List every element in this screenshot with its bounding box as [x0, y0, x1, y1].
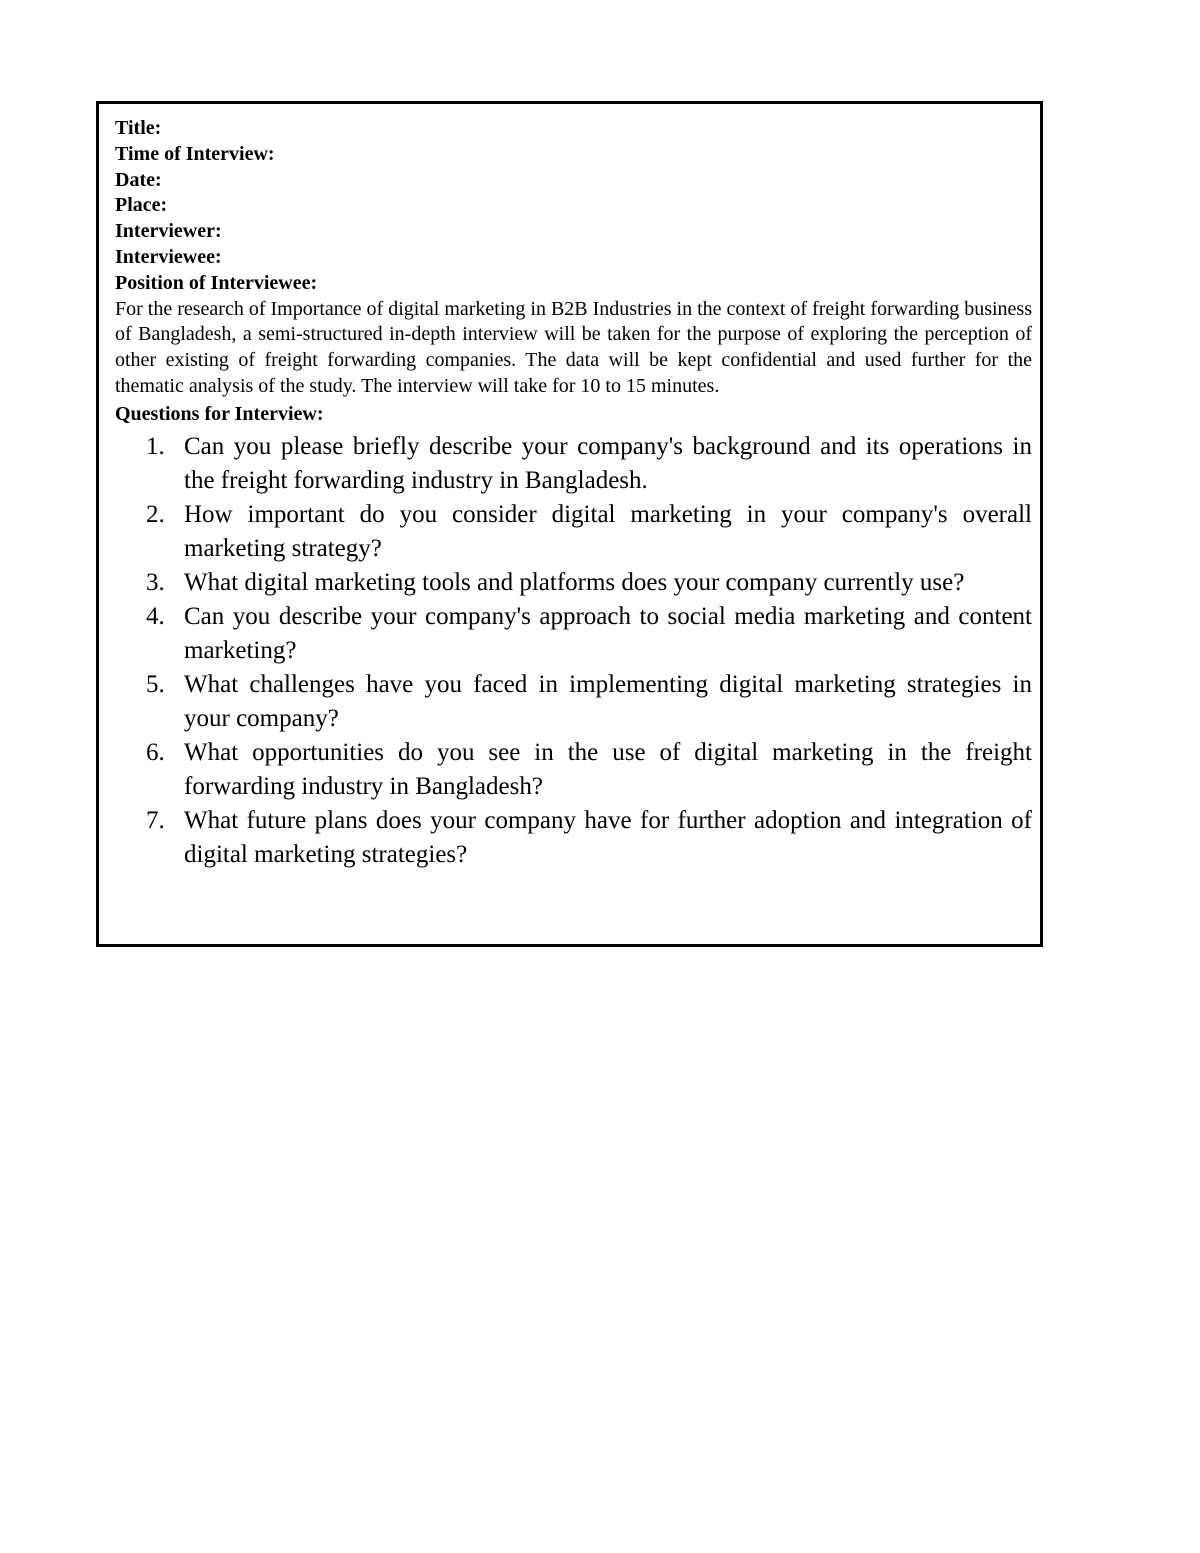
question-text: What future plans does your company have for further adoption and integration of digital marketing strategies?: [184, 806, 1032, 868]
question-text: What challenges have you faced in implementing digital marketing strategies in your company?: [184, 670, 1032, 732]
interview-form-box: [96, 101, 1043, 947]
field-date: Date:: [115, 168, 162, 191]
question-text: How important do you consider digital marketing in your company's overall marketing strategy?: [184, 500, 1032, 562]
question-number: 5.: [146, 670, 165, 698]
question-number: 3.: [146, 568, 165, 596]
field-title: Title:: [115, 117, 162, 139]
interview-form-content: [115, 116, 1032, 872]
question-item: [115, 430, 1032, 498]
field-interviewee: Interviewee:: [115, 245, 222, 268]
question-item: [115, 668, 1032, 736]
question-item: [115, 736, 1032, 804]
question-item: [115, 804, 1032, 872]
question-item: [115, 566, 1032, 600]
field-position-of-interviewee: Position of Interviewee:: [115, 271, 318, 294]
field-time-of-interview: Time of Interview:: [115, 142, 275, 165]
question-item: [115, 498, 1032, 566]
question-text: What opportunities do you see in the use of digital marketing in the freight forwarding industry in Bangladesh?: [184, 738, 1032, 800]
questions-heading: Questions for Interview:: [115, 402, 324, 425]
question-number: 6.: [146, 738, 165, 766]
question-number: 1.: [146, 432, 165, 460]
intro-paragraph: For the research of Importance of digital marketing in B2B Industries in the context of freight forwarding business of Bangladesh, a semi-structured in-depth interview will be taken for the purpose of exploring the perception of other existing of freight forwarding companies. The data will be kept confidential and used further for the thematic analysis of the study. The interview will take for 10 to 15 minutes.: [115, 297, 1032, 397]
question-text: Can you describe your company's approach to social media marketing and content marketing?: [184, 602, 1032, 664]
question-number: 4.: [146, 602, 165, 630]
question-text: Can you please briefly describe your company's background and its operations in the freight forwarding industry in Bangladesh.: [184, 432, 1032, 494]
question-text: What digital marketing tools and platforms does your company currently use?: [184, 568, 965, 596]
question-number: 7.: [146, 806, 165, 834]
question-item: [115, 600, 1032, 668]
field-interviewer: Interviewer:: [115, 220, 222, 243]
questions-list: [115, 430, 1032, 872]
field-place: Place:: [115, 194, 168, 217]
question-number: 2.: [146, 500, 165, 528]
